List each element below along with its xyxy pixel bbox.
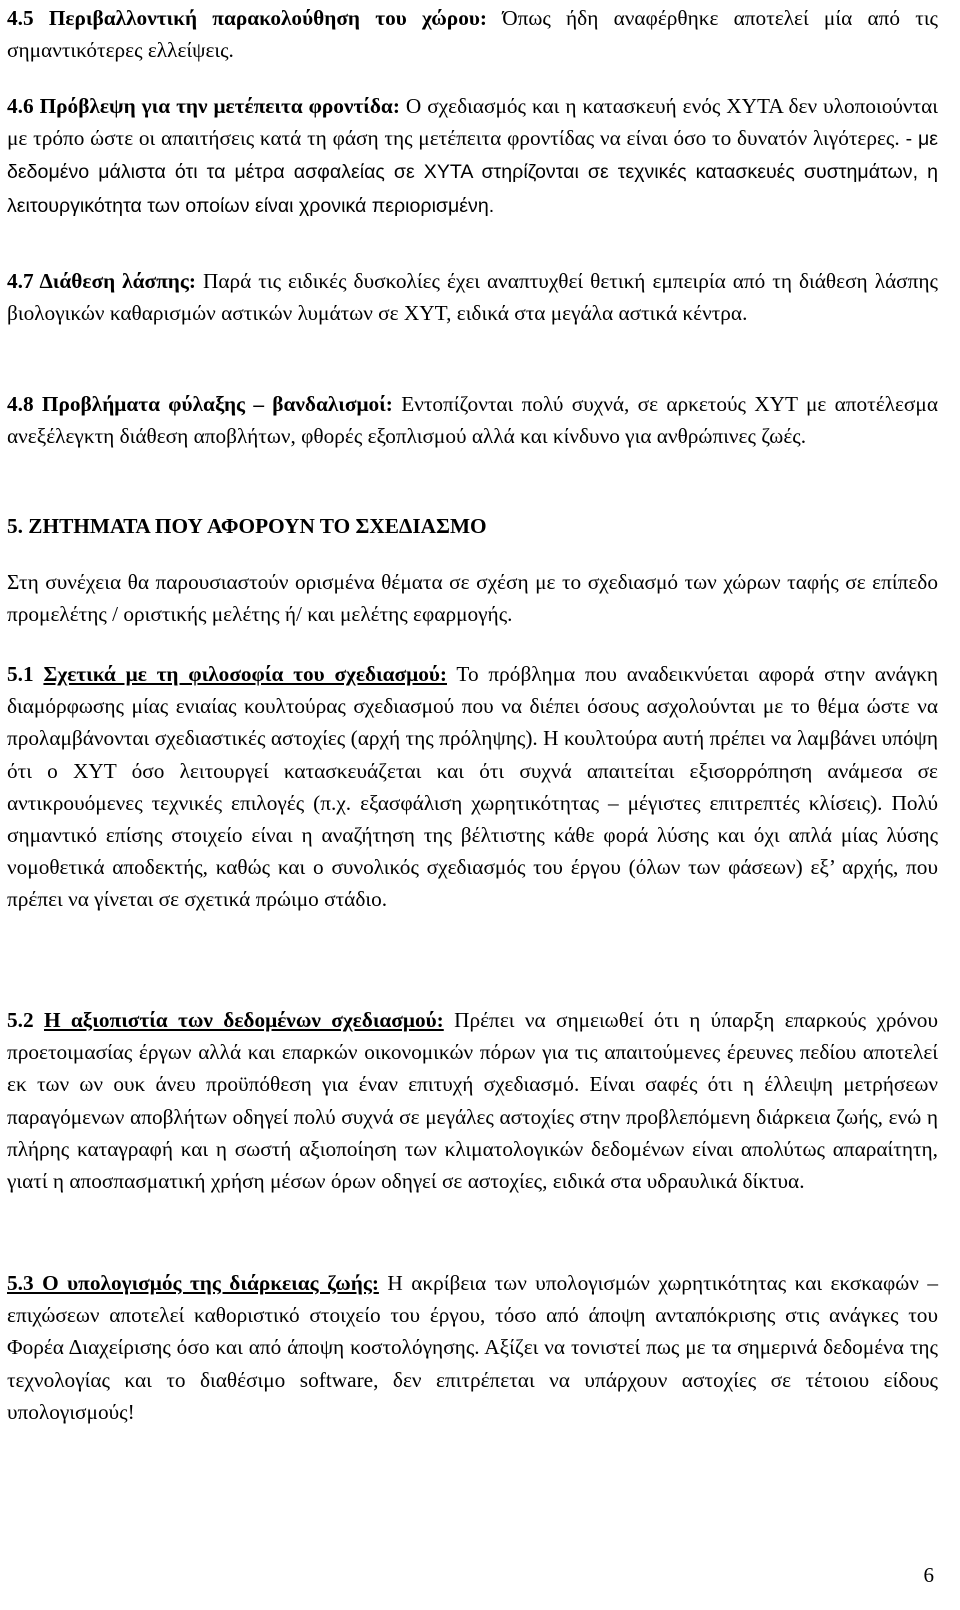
section-5-title: 5. ΖΗΤΗΜΑΤΑ ΠΟΥ ΑΦΟΡΟΥΝ ΤΟ ΣΧΕΔΙΑΣΜΟ xyxy=(7,514,487,538)
paragraph-5-3 xyxy=(7,1267,938,1428)
paragraph-4-8 xyxy=(7,388,938,452)
text-4-6-b: - με δεδομένο μάλιστα ότι τα μέτρα ασφαλείας σε ΧΥΤΑ στηρίζονται σε τεχνικές κατασκευές συστημάτων, η λειτουργικότητα των οποίων είναι χρονικά περιορισμένη. xyxy=(7,128,939,217)
heading-5-1: Σχετικά με τη φιλοσοφία του σχεδιασμού: xyxy=(43,662,447,686)
heading-4-8: 4.8 Προβλήματα φύλαξης – βανδαλισμοί: xyxy=(7,392,393,416)
section-5-intro: Στη συνέχεια θα παρουσιαστούν ορισμένα θέματα σε σχέση με το σχεδιασμό των χώρων ταφής σε επίπεδο προμελέτης / οριστικής μελέτης ή/ και μελέτης εφαρμογής. xyxy=(7,570,938,627)
paragraph-4-6 xyxy=(7,90,938,222)
text-4-5: Όπως ήδη αναφέρθηκε αποτελεί μία από τις σημαντικότερες ελλείψεις. xyxy=(7,6,938,63)
text-4-8: Εντοπίζονται πολύ συχνά, σε αρκετούς ΧΥΤ με αποτέλεσμα ανεξέλεγκτη διάθεση αποβλήτων, φθορές εξοπλισμού αλλά και κίνδυνο για ανθρώπινες ζωές. xyxy=(7,392,938,449)
paragraph-4-7 xyxy=(7,265,938,329)
paragraph-5-1 xyxy=(7,658,938,916)
heading-5-3: 5.3 Ο υπολογισμός της διάρκειας ζωής: xyxy=(7,1271,379,1295)
number-5-2: 5.2 xyxy=(7,1008,34,1032)
page-number: 6 xyxy=(923,1563,934,1587)
text-5-3: Η ακρίβεια των υπολογισμών χωρητικότητας και εκσκαφών – επιχώσεων αποτελεί καθοριστικό στοιχείο του έργου, τόσο από άποψη ανταπόκρισης στις ανάγκες του Φορέα Διαχείρισης όσο και από άποψη κοστολόγησης. Αξίζει να τονιστεί πως με τα σημερινά δεδομένα της τεχνολογίας και το διαθέσιμο software, δεν επιτρέπεται να υπάρχουν αστοχίες σε τέτοιου είδους υπολογισμούς! xyxy=(7,1271,939,1424)
text-5-2-a: Πρέπει να σημειωθεί ότι η ύπαρξη επαρκούς χρόνου προετοιμασίας έργων αλλά και επαρκών οικονομικών πόρων για τις απαιτούμενες έρευνες πεδίου αποτελεί εκ των ων ουκ άνευ προϋπόθεση για έναν επιτυχή σχεδιασμό. xyxy=(7,1008,938,1097)
text-5-2-b: Είναι σαφές ότι η έλλειψη μετρήσεων παραγόμενων αποβλήτων οδηγεί πολύ συχνά σε μεγάλες αστοχίες στην προβλεπόμενη διάρκεια ζωής, ενώ η πλήρης καταγραφή και η σωστή αξιοποίηση των κλιματολογικών δεδομένων είναι απολύτως απαραίτητη, γιατί η αποσπασματική χρήση μέσων όρων οδηγεί σε αστοχίες, ειδικά στα υδραυλικά δίκτυα. xyxy=(7,1072,939,1194)
paragraph-4-5 xyxy=(7,2,938,66)
heading-4-5: 4.5 Περιβαλλοντική παρακολούθηση του χώρου: xyxy=(7,6,487,30)
text-4-6-a: Ο σχεδιασμός και η κατασκευή ενός ΧΥΤΑ δεν υλοποιούνται με τρόπο ώστε οι απαιτήσεις κατά τη φάση της μετέπειτα φροντίδας να είναι όσο το δυνατόν λιγότερες. xyxy=(7,94,938,151)
paragraph-5-2 xyxy=(7,1004,938,1197)
heading-5-2: Η αξιοπιστία των δεδομένων σχεδιασμού: xyxy=(43,1008,444,1032)
heading-4-7: 4.7 Διάθεση λάσπης: xyxy=(7,269,196,293)
text-5-1: Το πρόβλημα που αναδεικνύεται αφορά στην ανάγκη διαμόρφωσης μίας ενιαίας κουλτούρας σχεδιασμού που να διέπει όσους ασχολούνται με το θέμα ώστε να προλαμβάνονται σχεδιαστικές αστοχίες (αρχή της πρόληψης). Η κουλτούρα αυτή πρέπει να λαμβάνει υπόψη ότι ο ΧΥΤ όσο λειτουργεί κατασκευάζεται και ότι συχνά απαιτείται εξισορρόπηση ανάμεσα σε αντικρουόμενες τεχνικές επιλογές (π.χ. εξασφάλιση χωρητικότητας – μέγιστες επιτρεπτές κλίσεις). Πολύ σημαντικό επίσης στοιχείο είναι η αναζήτηση της βέλτιστης κάθε φορά λύσης και όχι απλά μίας λύσης νομοθετικά αποδεκτής, καθώς και ο συνολικός σχεδιασμός του έργου (όλων των φάσεων) εξ’ αρχής, που πρέπει να γίνεται σε σχετικά πρώιμο στάδιο. xyxy=(7,662,938,912)
text-4-7: Παρά τις ειδικές δυσκολίες έχει αναπτυχθεί θετική εμπειρία από τη διάθεση λάσπης βιολογικών καθαρισμών αστικών λυμάτων σε ΧΥΤ, ειδικά στα μεγάλα αστικά κέντρα. xyxy=(7,269,938,326)
number-5-1: 5.1 xyxy=(7,662,34,686)
heading-4-6: 4.6 Πρόβλεψη για την μετέπειτα φροντίδα: xyxy=(7,94,400,118)
